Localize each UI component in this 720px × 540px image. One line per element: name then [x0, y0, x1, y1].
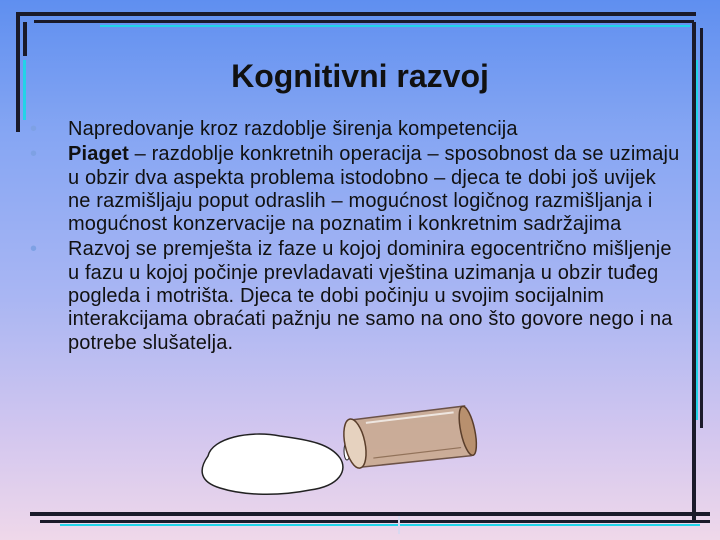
bullet-text: Razvoj se premješta iz faze u kojoj dominira egocentrično mišljenje u fazu u kojoj počinje prevladavati vještina uzimanja u obzir tuđeg pogleda i motrišta. Djeca te dobi počinju u svojim socijalnim interakcijama obraćati pažnju ne samo na ono što govore nego i na potrebe slušatelja. [68, 238, 673, 354]
bullet-text: Napredovanje kroz razdoblje širenja kompetencija [68, 118, 518, 140]
tipped-glass [340, 394, 480, 481]
bullet-marker: • [30, 238, 38, 261]
bullet-text: – razdoblje konkretnih operacija – sposobnost da se uzimaju u obzir dva aspekta problema istodobno – djeca te dobi još uvijek ne razmišljaju poput odraslih – mogućnost logičnog razmišljanja i mogućnost konzervacije na poznatim i konkretnim sadržajima [68, 143, 680, 236]
bullet-item [30, 143, 680, 236]
bullet-marker: • [30, 118, 38, 140]
bullet-list [30, 118, 680, 357]
slide-title: Kognitivni razvoj [231, 58, 489, 94]
spilled-glass-icon [190, 378, 490, 503]
bullet-marker: • [30, 143, 38, 166]
spill-puddle [202, 434, 343, 494]
bullet-item [30, 238, 680, 354]
bullet-item [30, 118, 680, 141]
bullet-bold-term: Piaget [68, 143, 129, 166]
